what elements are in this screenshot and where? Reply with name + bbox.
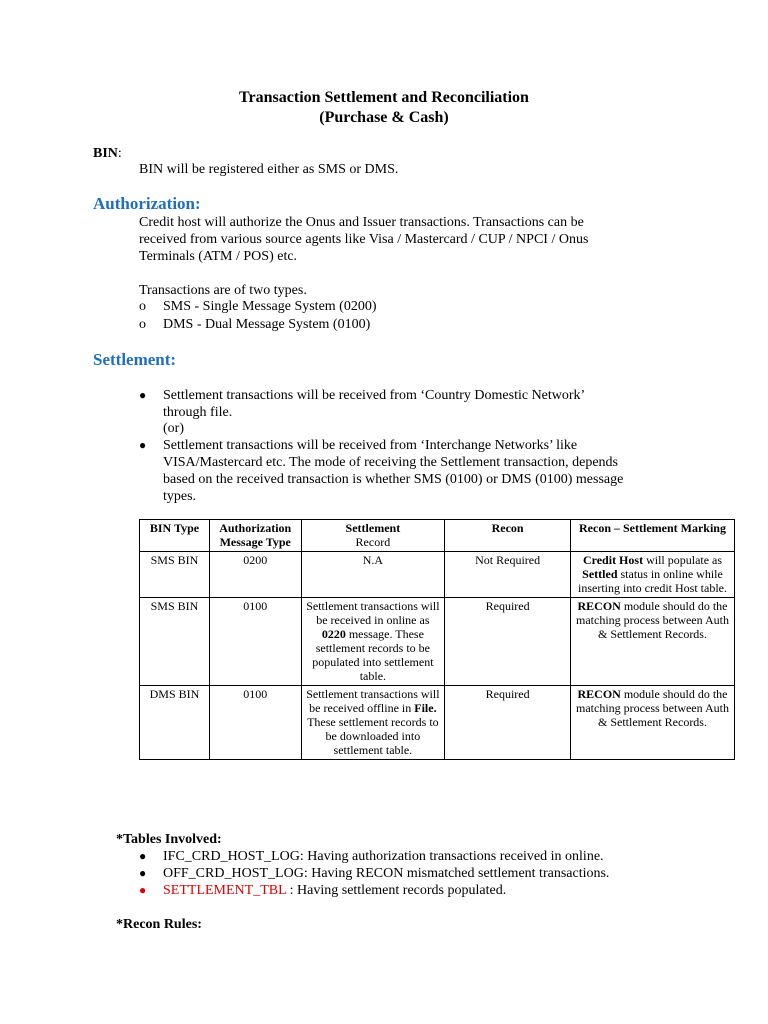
transaction-type-sms: SMS - Single Message System (0200) bbox=[163, 299, 377, 314]
settlement-heading: Settlement: bbox=[93, 350, 177, 369]
settlement-table bbox=[139, 519, 735, 760]
cell-settlement bbox=[301, 598, 445, 686]
table-item-settlement bbox=[163, 882, 506, 899]
cell-settlement-text: Settlement transactions will be received in online as bbox=[306, 599, 440, 627]
table-name-highlight: SETTLEMENT_TBL bbox=[163, 883, 287, 898]
settlement-bullet1-line-1: Settlement transactions will be received from ‘Country Domestic Network’ bbox=[163, 388, 586, 403]
cell-auth-type: 0100 bbox=[209, 598, 301, 686]
authorization-heading: Authorization: bbox=[93, 194, 201, 213]
marking-bold: RECON bbox=[577, 599, 621, 613]
authorization-para-line-3: Terminals (ATM / POS) etc. bbox=[139, 249, 298, 264]
header-marking: Recon – Settlement Marking bbox=[571, 520, 735, 552]
bin-text: BIN will be registered either as SMS or DMS. bbox=[139, 162, 399, 177]
header-recon: Recon bbox=[445, 520, 571, 552]
transaction-types-intro: Transactions are of two types. bbox=[139, 283, 307, 298]
cell-settlement-text: Settlement transactions will be received offline in bbox=[306, 687, 440, 715]
cell-recon: Required bbox=[445, 598, 571, 686]
marking-rest: status in online while inserting into credit Host table. bbox=[578, 567, 727, 595]
settlement-bullet1-line-2: through file. bbox=[163, 405, 233, 420]
table-desc: : Having settlement records populated. bbox=[286, 883, 507, 898]
cell-marking bbox=[571, 686, 735, 760]
settlement-bullet2-line-4: types. bbox=[163, 489, 197, 504]
marking-text: module should do the matching process between Auth & Settlement Records. bbox=[576, 599, 729, 641]
cell-settlement bbox=[301, 686, 445, 760]
header-bin-type: BIN Type bbox=[140, 520, 210, 552]
bin-label-line bbox=[93, 145, 122, 162]
settlement-bullet2-line-1: Settlement transactions will be received from ‘Interchange Networks’ like bbox=[163, 438, 578, 453]
tables-involved-heading: *Tables Involved: bbox=[116, 832, 222, 847]
marking-bold: RECON bbox=[577, 687, 621, 701]
table-row bbox=[140, 552, 735, 598]
recon-rules-heading: *Recon Rules: bbox=[116, 917, 202, 932]
authorization-para-line-2: received from various source agents like Visa / Mastercard / CUP / NPCI / Onus bbox=[139, 232, 589, 247]
table-header-row bbox=[140, 520, 735, 552]
table-name: IFC_CRD_HOST_LOG bbox=[163, 849, 300, 864]
cell-auth-type: 0200 bbox=[209, 552, 301, 598]
bullet-icon: ● bbox=[139, 388, 147, 402]
table-name: OFF_CRD_HOST_LOG bbox=[163, 866, 304, 881]
document-title: Transaction Settlement and Reconciliation bbox=[239, 89, 529, 106]
cell-settlement-rest: message. These settlement records to be populated into settlement table. bbox=[312, 627, 434, 683]
authorization-para-line-1: Credit host will authorize the Onus and Issuer transactions. Transactions can be bbox=[139, 215, 584, 230]
table-item-off bbox=[163, 865, 609, 882]
cell-bin-type: SMS BIN bbox=[140, 598, 210, 686]
cell-bin-type: SMS BIN bbox=[140, 552, 210, 598]
bullet-icon: ● bbox=[139, 849, 147, 863]
cell-marking bbox=[571, 598, 735, 686]
settlement-bullet2-line-3: based on the received transaction is whether SMS (0100) or DMS (0100) message bbox=[163, 472, 624, 487]
header-settlement-sub: Record bbox=[355, 535, 391, 549]
cell-auth-type: 0100 bbox=[209, 686, 301, 760]
type-marker: o bbox=[139, 317, 146, 332]
bullet-icon: ● bbox=[139, 883, 147, 897]
cell-settlement-rest: These settlement records to be downloaded into settlement table. bbox=[307, 715, 439, 757]
document-subtitle: (Purchase & Cash) bbox=[319, 109, 449, 126]
marking-bold: Credit Host bbox=[582, 553, 644, 567]
bullet-icon: ● bbox=[139, 866, 147, 880]
cell-bin-type: DMS BIN bbox=[140, 686, 210, 760]
cell-settlement bbox=[301, 552, 445, 598]
marking-text: will populate as bbox=[643, 553, 723, 567]
table-desc: : Having authorization transactions received in online. bbox=[299, 849, 604, 864]
cell-settlement-bold: File. bbox=[414, 701, 437, 715]
cell-settlement-text: N.A bbox=[362, 553, 384, 567]
table-row bbox=[140, 598, 735, 686]
cell-marking bbox=[571, 552, 735, 598]
bin-colon: : bbox=[117, 146, 122, 161]
type-marker: o bbox=[139, 299, 146, 314]
settlement-bullet1-line-3: (or) bbox=[163, 421, 184, 436]
table-row bbox=[140, 686, 735, 760]
bin-label: BIN bbox=[93, 146, 118, 161]
settlement-bullet2-line-2: VISA/Mastercard etc. The mode of receiving the Settlement transaction, depends bbox=[163, 455, 618, 470]
header-auth-message-type: Authorization Message Type bbox=[209, 520, 301, 552]
transaction-type-dms: DMS - Dual Message System (0100) bbox=[163, 317, 371, 332]
marking-bold-2: Settled bbox=[582, 567, 618, 581]
cell-settlement-bold: 0220 bbox=[321, 627, 346, 641]
cell-recon: Not Required bbox=[445, 552, 571, 598]
bullet-icon: ● bbox=[139, 438, 147, 452]
table-item-ifc bbox=[163, 848, 604, 865]
header-settlement-title: Settlement bbox=[345, 521, 401, 535]
cell-recon: Required bbox=[445, 686, 571, 760]
table-desc: : Having RECON mismatched settlement transactions. bbox=[303, 866, 610, 881]
marking-text: module should do the matching process between Auth & Settlement Records. bbox=[576, 687, 729, 729]
header-settlement bbox=[301, 520, 445, 552]
